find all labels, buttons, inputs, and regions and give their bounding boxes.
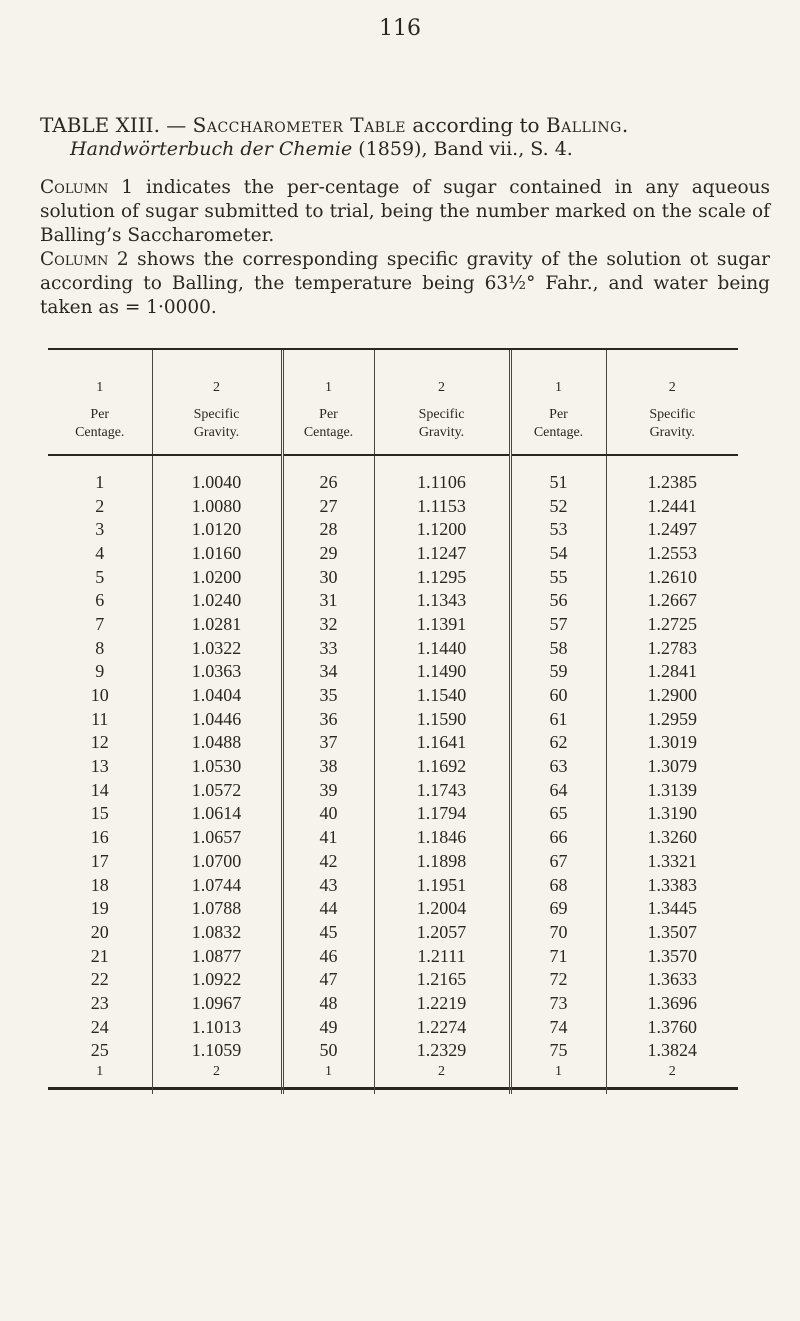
- cell-specific-gravity: 1.1898: [374, 849, 510, 873]
- cell-specific-gravity: 1.0832: [152, 920, 282, 944]
- cell-specific-gravity: 1.3260: [606, 825, 738, 849]
- cell-per-centage: 42: [282, 849, 374, 873]
- cell-specific-gravity: 1.3445: [606, 896, 738, 920]
- cell-per-centage: 26: [282, 455, 374, 494]
- cell-specific-gravity: 1.2057: [374, 920, 510, 944]
- data-table: [48, 350, 738, 1094]
- cell-per-centage: 56: [510, 588, 606, 612]
- cell-per-centage: 4: [95, 542, 105, 563]
- table-body: [48, 455, 738, 1062]
- cell-specific-gravity: 1.0363: [152, 660, 282, 684]
- cell-per-centage: 57: [510, 612, 606, 636]
- cell-specific-gravity: 1.1059: [152, 1039, 282, 1063]
- cell-per-centage: 53: [510, 517, 606, 541]
- cell-per-centage: 37: [282, 731, 374, 755]
- header-line: Specific: [418, 407, 465, 422]
- cell-specific-gravity: 1.0120: [152, 517, 282, 541]
- table-row: [48, 1015, 738, 1039]
- cell-per-centage: 70: [510, 920, 606, 944]
- table-row: [48, 967, 738, 991]
- header-line: Specific: [193, 407, 240, 422]
- header-per-centage: [282, 400, 374, 455]
- cell-specific-gravity: 1.0200: [152, 565, 282, 589]
- cell-specific-gravity: 1.1153: [374, 494, 510, 518]
- cell-specific-gravity: 1.2441: [606, 494, 738, 518]
- cell-per-centage: 62: [510, 731, 606, 755]
- cell-per-centage: 38: [282, 754, 374, 778]
- cell-per-centage: 17: [90, 850, 109, 871]
- cell-specific-gravity: 1.2725: [606, 612, 738, 636]
- cell-per-centage: 55: [510, 565, 606, 589]
- cell-per-centage: 67: [510, 849, 606, 873]
- cell-per-centage: 60: [510, 683, 606, 707]
- cell-specific-gravity: 1.1692: [374, 754, 510, 778]
- cell-per-centage: 46: [282, 944, 374, 968]
- cell-specific-gravity: 1.3139: [606, 778, 738, 802]
- cell-specific-gravity: 1.3383: [606, 873, 738, 897]
- header-line: Per: [90, 407, 110, 422]
- cell-specific-gravity: 1.1794: [374, 802, 510, 826]
- title-prefix: TABLE XIII. —: [40, 113, 193, 137]
- cell-specific-gravity: 1.2111: [374, 944, 510, 968]
- reference-title: Handwörterbuch der Chemie: [70, 138, 353, 160]
- cell-specific-gravity: 1.3696: [606, 991, 738, 1015]
- paragraph-text: 1 indicates the per-centage of sugar contained in any aqueous solution of sugar submitted to trial, being the number marked on the scale of Balling’s Saccharometer.: [40, 177, 770, 246]
- cell-specific-gravity: 1.0530: [152, 754, 282, 778]
- cell-per-centage: 20: [90, 921, 109, 942]
- cell-per-centage: 50: [282, 1039, 374, 1063]
- cell-per-centage: 39: [282, 778, 374, 802]
- column-number: 1: [510, 1062, 606, 1094]
- cell-per-centage: 64: [510, 778, 606, 802]
- cell-specific-gravity: 1.0322: [152, 636, 282, 660]
- cell-specific-gravity: 1.1247: [374, 541, 510, 565]
- cell-specific-gravity: 1.0657: [152, 825, 282, 849]
- cell-specific-gravity: 1.2329: [374, 1039, 510, 1063]
- cell-per-centage: 58: [510, 636, 606, 660]
- cell-specific-gravity: 1.2667: [606, 588, 738, 612]
- table-row: [48, 707, 738, 731]
- header-per-centage: [48, 400, 152, 455]
- cell-per-centage: 33: [282, 636, 374, 660]
- cell-specific-gravity: 1.0488: [152, 731, 282, 755]
- cell-per-centage: 45: [282, 920, 374, 944]
- cell-per-centage: 8: [95, 637, 105, 658]
- table-row: [48, 588, 738, 612]
- column-number: 2: [606, 350, 738, 400]
- column-number: 1: [282, 1062, 374, 1094]
- cell-specific-gravity: 1.2004: [374, 896, 510, 920]
- cell-per-centage: 69: [510, 896, 606, 920]
- header-line: Centage.: [75, 425, 125, 440]
- column-number-row: [48, 350, 738, 400]
- cell-per-centage: 15: [90, 803, 109, 824]
- paragraph-lead: Column: [40, 249, 109, 270]
- header-specific-gravity: [606, 400, 738, 455]
- column-number: 2: [374, 350, 510, 400]
- cell-specific-gravity: 1.1540: [374, 683, 510, 707]
- cell-per-centage: 44: [282, 896, 374, 920]
- title-small-caps: Saccharometer Table: [192, 113, 406, 137]
- cell-per-centage: 13: [90, 756, 109, 777]
- cell-specific-gravity: 1.0240: [152, 588, 282, 612]
- cell-per-centage: 29: [282, 541, 374, 565]
- table-row: [48, 944, 738, 968]
- cell-specific-gravity: 1.3079: [606, 754, 738, 778]
- column-number: 1: [282, 350, 374, 400]
- table-row: [48, 731, 738, 755]
- cell-specific-gravity: 1.2219: [374, 991, 510, 1015]
- title-mid: according to: [405, 113, 546, 137]
- cell-per-centage: 28: [282, 517, 374, 541]
- table-row: [48, 825, 738, 849]
- table-row: [48, 494, 738, 518]
- cell-specific-gravity: 1.0922: [152, 967, 282, 991]
- cell-per-centage: 32: [282, 612, 374, 636]
- cell-specific-gravity: 1.3760: [606, 1015, 738, 1039]
- cell-per-centage: 49: [282, 1015, 374, 1039]
- table-row: [48, 455, 738, 494]
- header-line: Gravity.: [193, 425, 240, 440]
- header-line: Per: [549, 407, 568, 422]
- cell-specific-gravity: 1.2553: [606, 541, 738, 565]
- cell-specific-gravity: 1.0281: [152, 612, 282, 636]
- cell-specific-gravity: 1.0404: [152, 683, 282, 707]
- table-row: [48, 1039, 738, 1063]
- cell-specific-gravity: 1.0572: [152, 778, 282, 802]
- cell-specific-gravity: 1.1641: [374, 731, 510, 755]
- cell-per-centage: 5: [95, 566, 105, 587]
- cell-specific-gravity: 1.1013: [152, 1015, 282, 1039]
- cell-specific-gravity: 1.2385: [606, 455, 738, 494]
- cell-specific-gravity: 1.1106: [374, 455, 510, 494]
- column-number: 1: [96, 1064, 104, 1080]
- cell-per-centage: 66: [510, 825, 606, 849]
- cell-per-centage: 71: [510, 944, 606, 968]
- cell-per-centage: 43: [282, 873, 374, 897]
- cell-per-centage: 74: [510, 1015, 606, 1039]
- cell-specific-gravity: 1.1200: [374, 517, 510, 541]
- cell-specific-gravity: 1.0788: [152, 896, 282, 920]
- cell-specific-gravity: 1.1590: [374, 707, 510, 731]
- table-row: [48, 778, 738, 802]
- table-row: [48, 565, 738, 589]
- title-name: Balling.: [545, 113, 629, 137]
- paragraph-lead: Column: [40, 177, 109, 198]
- cell-per-centage: 72: [510, 967, 606, 991]
- cell-per-centage: 1: [95, 471, 105, 492]
- cell-per-centage: 16: [90, 827, 109, 848]
- column-number: 1: [510, 350, 606, 400]
- cell-per-centage: 9: [95, 661, 105, 682]
- column-number: 2: [152, 1062, 282, 1094]
- cell-specific-gravity: 1.2959: [606, 707, 738, 731]
- reference-rest: (1859), Band vii., S. 4.: [352, 138, 573, 160]
- table-row: [48, 802, 738, 826]
- cell-per-centage: 3: [95, 519, 105, 540]
- cell-specific-gravity: 1.2165: [374, 967, 510, 991]
- cell-per-centage: 2: [95, 495, 105, 516]
- column-number: 2: [152, 350, 282, 400]
- table-row: [48, 849, 738, 873]
- cell-specific-gravity: 1.1743: [374, 778, 510, 802]
- table-row: [48, 991, 738, 1015]
- cell-per-centage: 19: [90, 898, 109, 919]
- cell-per-centage: 63: [510, 754, 606, 778]
- header-per-centage: [510, 400, 606, 455]
- cell-per-centage: 48: [282, 991, 374, 1015]
- header-line: Gravity.: [418, 425, 465, 440]
- cell-per-centage: 61: [510, 707, 606, 731]
- cell-specific-gravity: 1.0744: [152, 873, 282, 897]
- header-line: Specific: [649, 407, 696, 422]
- saccharometer-table: [48, 348, 738, 1090]
- cell-per-centage: 73: [510, 991, 606, 1015]
- table-row: [48, 517, 738, 541]
- cell-per-centage: 75: [510, 1039, 606, 1063]
- cell-specific-gravity: 1.0877: [152, 944, 282, 968]
- cell-specific-gravity: 1.2900: [606, 683, 738, 707]
- table-row: [48, 683, 738, 707]
- cell-specific-gravity: 1.1846: [374, 825, 510, 849]
- header-line: Centage.: [303, 425, 354, 440]
- table-row: [48, 612, 738, 636]
- cell-specific-gravity: 1.1391: [374, 612, 510, 636]
- cell-specific-gravity: 1.0446: [152, 707, 282, 731]
- cell-per-centage: 11: [91, 708, 109, 729]
- cell-specific-gravity: 1.3321: [606, 849, 738, 873]
- cell-specific-gravity: 1.3633: [606, 967, 738, 991]
- cell-per-centage: 21: [90, 945, 109, 966]
- table-row: [48, 873, 738, 897]
- cell-per-centage: 22: [90, 969, 109, 990]
- table-title: [40, 112, 770, 138]
- cell-per-centage: 36: [282, 707, 374, 731]
- cell-per-centage: 68: [510, 873, 606, 897]
- cell-per-centage: 24: [90, 1016, 109, 1037]
- cell-specific-gravity: 1.1440: [374, 636, 510, 660]
- column-number: 2: [606, 1062, 738, 1094]
- table-row: [48, 636, 738, 660]
- column-header-row: [48, 400, 738, 455]
- cell-specific-gravity: 1.3190: [606, 802, 738, 826]
- cell-specific-gravity: 1.2841: [606, 660, 738, 684]
- cell-per-centage: 41: [282, 825, 374, 849]
- column-number: 2: [374, 1062, 510, 1094]
- cell-per-centage: 18: [90, 874, 109, 895]
- cell-specific-gravity: 1.3824: [606, 1039, 738, 1063]
- cell-per-centage: 25: [90, 1040, 109, 1061]
- reference-line: [70, 138, 573, 160]
- cell-per-centage: 10: [90, 685, 109, 706]
- cell-per-centage: 6: [95, 590, 105, 611]
- cell-per-centage: 30: [282, 565, 374, 589]
- cell-per-centage: 12: [90, 732, 109, 753]
- cell-specific-gravity: 1.0040: [152, 455, 282, 494]
- paragraph-column-1: [40, 176, 770, 248]
- header-line: Per: [319, 407, 338, 422]
- cell-per-centage: 65: [510, 802, 606, 826]
- column-number: 1: [96, 380, 104, 395]
- cell-per-centage: 40: [282, 802, 374, 826]
- page-number: 116: [379, 16, 421, 41]
- cell-per-centage: 52: [510, 494, 606, 518]
- cell-per-centage: 54: [510, 541, 606, 565]
- cell-specific-gravity: 1.0080: [152, 494, 282, 518]
- cell-per-centage: 31: [282, 588, 374, 612]
- cell-specific-gravity: 1.2610: [606, 565, 738, 589]
- cell-specific-gravity: 1.2783: [606, 636, 738, 660]
- table-row: [48, 754, 738, 778]
- cell-specific-gravity: 1.0614: [152, 802, 282, 826]
- table-row: [48, 541, 738, 565]
- cell-specific-gravity: 1.1951: [374, 873, 510, 897]
- cell-per-centage: 34: [282, 660, 374, 684]
- cell-specific-gravity: 1.0700: [152, 849, 282, 873]
- cell-specific-gravity: 1.3570: [606, 944, 738, 968]
- column-number-footer-row: [48, 1062, 738, 1094]
- header-specific-gravity: [152, 400, 282, 455]
- cell-per-centage: 23: [90, 992, 109, 1013]
- paragraph-column-2: [40, 248, 770, 320]
- header-line: Centage.: [533, 425, 584, 440]
- cell-specific-gravity: 1.1295: [374, 565, 510, 589]
- cell-specific-gravity: 1.2274: [374, 1015, 510, 1039]
- header-line: Gravity.: [649, 425, 695, 440]
- cell-specific-gravity: 1.1490: [374, 660, 510, 684]
- cell-per-centage: 51: [510, 455, 606, 494]
- header-specific-gravity: [374, 400, 510, 455]
- table-row: [48, 896, 738, 920]
- paragraph-text: 2 shows the corresponding specific gravity of the solution ot sugar according to Balling, the temperature being 63½° Fahr., and water being taken as = 1·0000.: [40, 249, 770, 318]
- cell-per-centage: 59: [510, 660, 606, 684]
- cell-per-centage: 35: [282, 683, 374, 707]
- cell-per-centage: 7: [95, 613, 105, 634]
- cell-per-centage: 14: [90, 779, 109, 800]
- cell-per-centage: 27: [282, 494, 374, 518]
- cell-per-centage: 47: [282, 967, 374, 991]
- cell-specific-gravity: 1.1343: [374, 588, 510, 612]
- cell-specific-gravity: 1.3507: [606, 920, 738, 944]
- table-row: [48, 660, 738, 684]
- cell-specific-gravity: 1.0160: [152, 541, 282, 565]
- table-row: [48, 920, 738, 944]
- cell-specific-gravity: 1.0967: [152, 991, 282, 1015]
- cell-specific-gravity: 1.2497: [606, 517, 738, 541]
- cell-specific-gravity: 1.3019: [606, 731, 738, 755]
